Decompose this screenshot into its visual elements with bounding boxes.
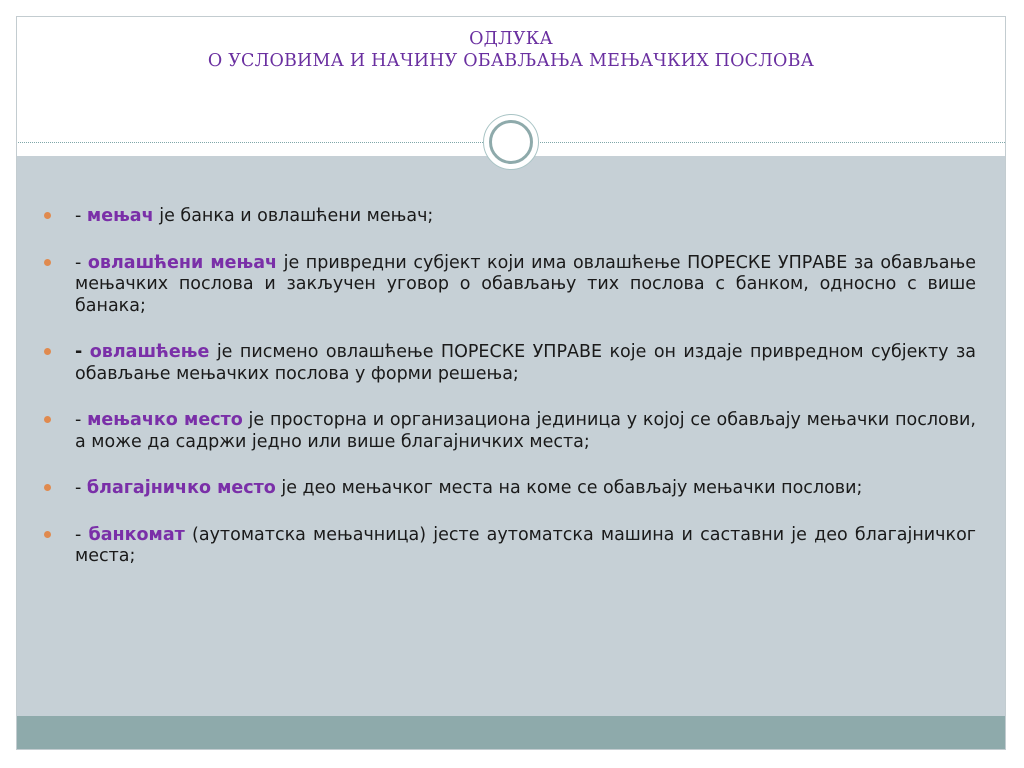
- item-text: је привредни субјект који има овлашћење ПОРЕСКЕ УПРАВЕ за обављање мењачких послова и закључен уговор о обављању тих послова с банком, односно с више банака;: [75, 252, 976, 316]
- bullet-icon: [44, 531, 51, 538]
- list-item: [44, 206, 976, 228]
- item-dash: -: [75, 410, 82, 430]
- footer-bar: [17, 716, 1005, 749]
- bullet-icon: [44, 484, 51, 491]
- item-text: је писмено овлашћење ПОРЕСКЕ УПРАВЕ које он издаје привредном субјекту за обављање мењачких послова у форми решења;: [75, 342, 976, 384]
- item-text: (аутоматска мењачница) јесте аутоматска машина и саставни је део благајничког места;: [75, 524, 976, 566]
- definition-list: [44, 206, 976, 593]
- item-dash: -: [75, 206, 82, 226]
- list-item: [44, 410, 976, 453]
- item-dash: -: [75, 524, 82, 545]
- bullet-icon: [44, 259, 51, 266]
- list-item: [44, 525, 976, 568]
- item-text: је део мењачког места на коме се обављају мењачки послови;: [281, 478, 863, 498]
- title-line-1: ОДЛУКА: [469, 29, 553, 49]
- item-term: овлашћење: [89, 342, 210, 362]
- item-dash: -: [75, 342, 83, 362]
- bullet-icon: [44, 416, 51, 423]
- item-term: овлашћени мењач: [87, 252, 278, 273]
- item-term: банкомат: [88, 524, 185, 545]
- list-item: [44, 342, 976, 385]
- bullet-icon: [44, 348, 51, 355]
- title-line-2: О УСЛОВИМА И НАЧИНУ ОБАВЉАЊА МЕЊАЧКИХ ПОСЛОВА: [207, 51, 815, 71]
- list-item: [44, 478, 976, 500]
- circle-ornament: [483, 114, 539, 170]
- circle-ornament-inner: [489, 120, 533, 164]
- item-dash: -: [75, 478, 82, 498]
- item-term: мењач: [86, 206, 154, 226]
- item-text: је просторна и организациона јединица у којој се обављају мењачки послови, а може да садржи једно или више благајничких места;: [75, 410, 976, 452]
- bullet-icon: [44, 212, 51, 219]
- list-item: [44, 253, 976, 318]
- item-text: је банка и овлашћени мењач;: [159, 206, 434, 226]
- slide-title: [16, 28, 1006, 72]
- item-dash: -: [75, 252, 82, 273]
- item-term: благајничко место: [86, 478, 276, 498]
- item-term: мењачко место: [87, 410, 243, 430]
